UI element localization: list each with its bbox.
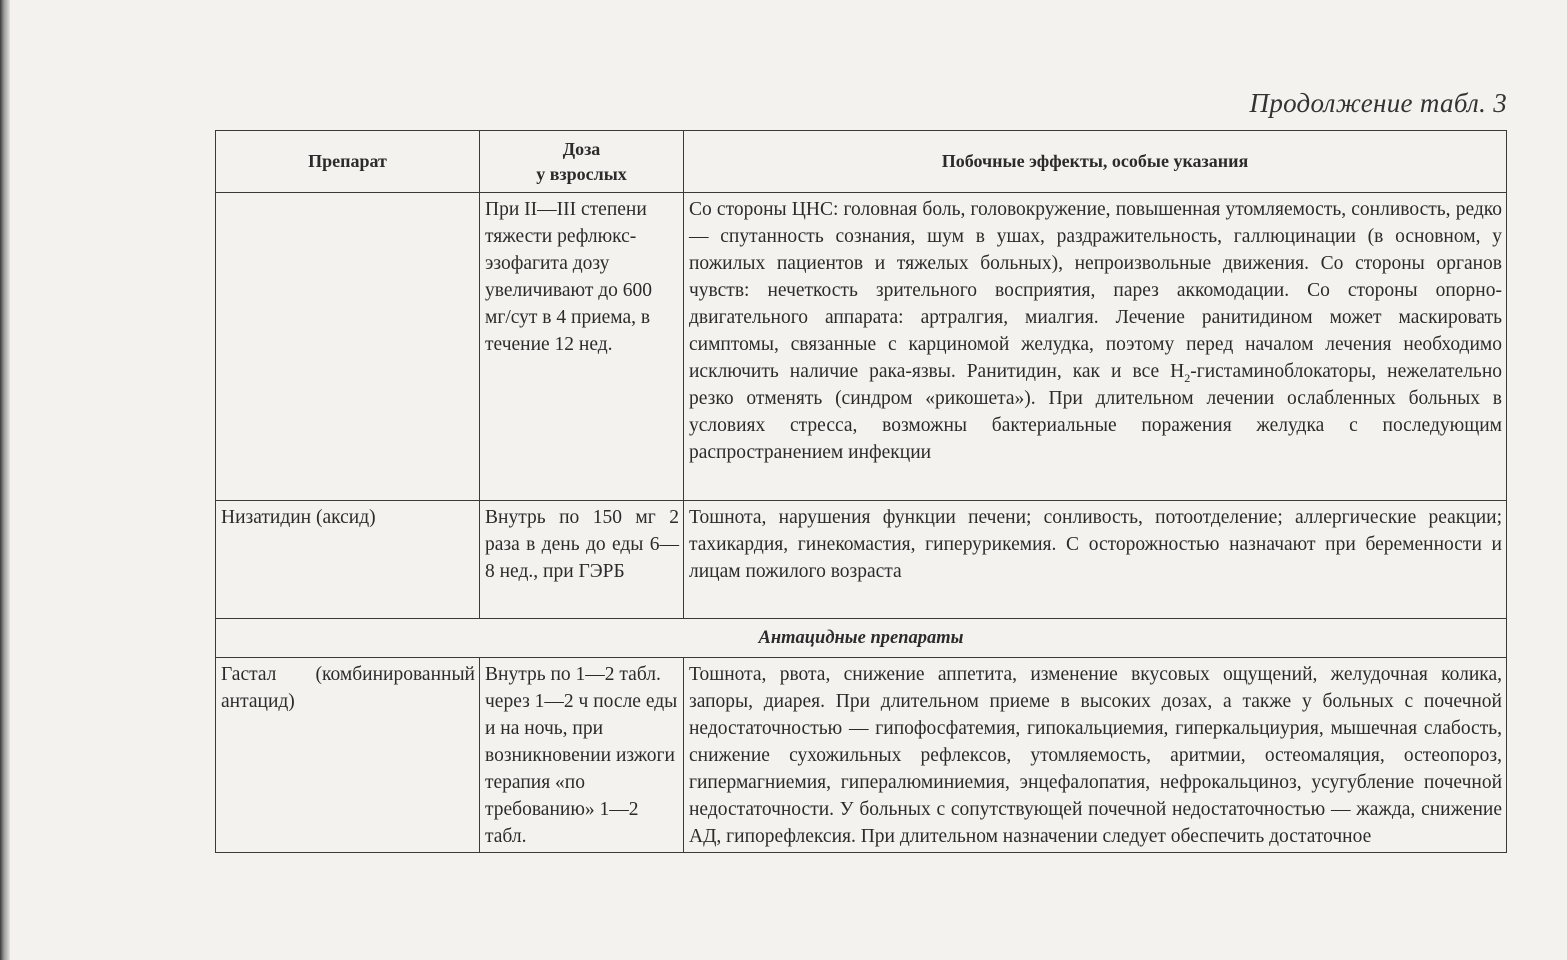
row-drug-cell <box>216 193 480 501</box>
header-dose-line1: Доза <box>562 138 601 159</box>
table-continuation-caption: Продолжение табл. 3 <box>1249 88 1507 118</box>
effects-subscript: 2 <box>1184 370 1191 385</box>
scan-edge <box>0 0 10 960</box>
row-drug-cell: Низатидин (аксид) <box>216 501 480 619</box>
row-dose-cell: Внутрь по 1—2 табл. через 1—2 ч после еды и на ночь, при возникновении изжоги терапия «по требованию» 1—2 табл. <box>480 658 684 853</box>
header-row <box>216 131 1507 193</box>
table-row <box>216 501 1507 619</box>
header-effects: Побочные эффекты, особые указания <box>684 131 1507 193</box>
section-row <box>216 619 1507 658</box>
header-dose <box>480 131 684 193</box>
row-dose-cell: При II—III степени тяжести рефлюкс-эзофагита дозу увеличивают до 600 мг/сут в 4 приема, в течение 12 нед. <box>480 193 684 501</box>
row-dose-cell: Внутрь по 150 мг 2 раза в день до еды 6—8 нед., при ГЭРБ <box>480 501 684 619</box>
section-title: Антацидные препараты <box>216 619 1507 658</box>
row-effects-cell: Тошнота, нарушения функции печени; сонливость, потоотделение; аллергические реакции; тахикардия, гинекомастия, гиперурикемия. С осторожностью назначают при беременности и лицам пожилого возраста <box>684 501 1507 619</box>
effects-text-part2: -гистаминоблокаторы, нежелательно резко отменять (синдром «рикошета»). При длительном лечении ослабленных больных в условиях стресса, возможны бактериальные поражения желудка с последующим распространением инфекции <box>689 361 1503 463</box>
drug-table <box>215 130 1507 853</box>
row-effects-cell <box>684 193 1507 501</box>
effects-text-part1: Со стороны ЦНС: головная боль, головокружение, повышенная утомляемость, сонливость, редко — спутанность сознания, шум в ушах, раздражительность, галлюцинации (в основном, у пожилых пациентов и тяжелых больных), непроизвольные движения. Со стороны органов чувств: нечеткость зрительного восприятия, парез аккомодации. Со стороны опорно-двигательного аппарата: артралгия, миалгия. Лечение ранитидином может маскировать симптомы, связанные с карциномой желудка, поэтому перед началом лечения необходимо исключить наличие рака-язвы. Ранитидин, как и все H <box>689 199 1502 382</box>
header-dose-line2: у взрослых <box>536 163 627 184</box>
header-drug: Препарат <box>216 131 480 193</box>
row-drug-cell: Гастал (комбинированный антацид) <box>216 658 480 853</box>
row-effects-cell: Тошнота, рвота, снижение аппетита, изменение вкусовых ощущений, желудочная колика, запоры, диарея. При длительном приеме в высоких дозах, а также у больных с почечной недостаточностью — гипофосфатемия, гипокальциемия, гиперкальциурия, мышечная слабость, снижение сухожильных рефлексов, утомляемость, аритмии, остеомаляция, остеопороз, гипермагниемия, гипералюминиемия, энцефалопатия, нефрокальциноз, усугубление почечной недостаточности. У больных с сопутствующей почечной недостаточностью — жажда, снижение АД, гипорефлексия. При длительном назначении следует обеспечить достаточное <box>684 658 1507 853</box>
table-row <box>216 193 1507 501</box>
table-row <box>216 658 1507 853</box>
